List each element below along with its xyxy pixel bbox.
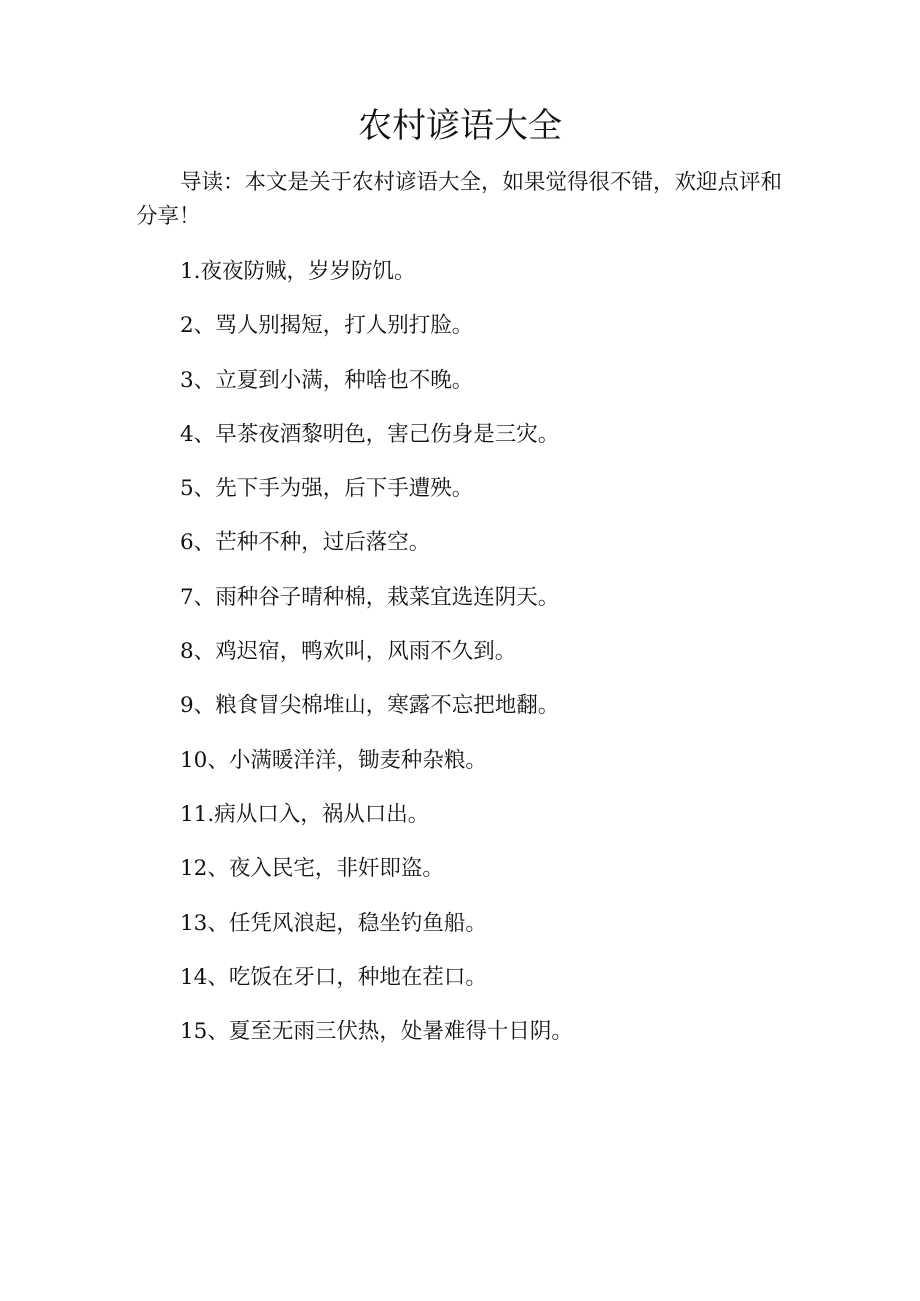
proverb-number: 4、	[180, 421, 216, 447]
proverb-item	[180, 1013, 820, 1067]
proverb-item	[180, 307, 820, 361]
proverb-number: 6、	[180, 530, 216, 556]
proverb-text: 夜夜防贼，岁岁防饥。	[200, 259, 416, 284]
proverb-number: 2、	[180, 313, 216, 339]
proverb-number: 14、	[180, 964, 229, 990]
proverb-text: 夜入民宅，非奸即盗。	[228, 856, 444, 882]
proverb-number: 3、	[180, 367, 216, 393]
proverb-item	[180, 959, 820, 1013]
proverb-item	[180, 850, 820, 904]
proverb-number: 1.	[180, 259, 201, 284]
proverb-item	[180, 633, 820, 687]
proverb-text: 粮食冒尖棉堆山，寒露不忘把地翻。	[215, 693, 560, 719]
proverb-text: 小满暖洋洋，锄麦种杂粮。	[228, 747, 487, 773]
proverb-item	[180, 416, 820, 470]
proverb-item	[180, 362, 820, 416]
proverb-text: 先下手为强，后下手遭殃。	[215, 476, 474, 502]
proverb-text: 病从口入，祸从口出。	[214, 801, 430, 827]
proverb-item	[180, 905, 820, 959]
proverb-text: 鸡迟宿，鸭欢叫，风雨不久到。	[215, 639, 517, 665]
proverb-text: 立夏到小满，种啥也不晚。	[215, 367, 474, 393]
proverb-number: 9、	[180, 693, 216, 719]
proverb-number: 5、	[180, 476, 216, 502]
proverb-text: 骂人别揭短，打人别打脸。	[215, 313, 474, 339]
proverb-item	[180, 687, 820, 741]
proverb-item	[180, 579, 820, 633]
proverb-item	[180, 470, 820, 524]
proverb-item	[180, 524, 820, 578]
proverb-number: 11.	[180, 801, 215, 827]
proverb-text: 任凭风浪起，稳坐钓鱼船。	[228, 910, 487, 936]
page-title: 农村谚语大全	[358, 106, 562, 146]
proverb-text: 雨种谷子晴种棉，栽菜宜选连阴天。	[215, 584, 560, 610]
proverb-item	[180, 796, 820, 850]
proverb-number: 15、	[180, 1019, 229, 1045]
proverb-text: 芒种不种，过后落空。	[215, 530, 431, 556]
proverb-text: 吃饭在牙口，种地在茬口。	[228, 964, 487, 990]
proverb-number: 7、	[180, 584, 216, 610]
proverb-item	[180, 742, 820, 796]
intro-paragraph: 导读：本文是关于农村谚语大全，如果觉得很不错，欢迎点评和分享！	[136, 170, 783, 229]
proverb-item	[180, 253, 820, 307]
proverb-list	[180, 253, 820, 1067]
proverb-number: 10、	[180, 747, 229, 773]
proverb-number: 13、	[180, 910, 229, 936]
proverb-number: 12、	[180, 856, 229, 882]
proverb-number: 8、	[180, 639, 216, 665]
proverb-text: 夏至无雨三伏热，处暑难得十日阴。	[228, 1019, 573, 1045]
proverb-text: 早茶夜酒黎明色，害己伤身是三灾。	[215, 421, 560, 447]
